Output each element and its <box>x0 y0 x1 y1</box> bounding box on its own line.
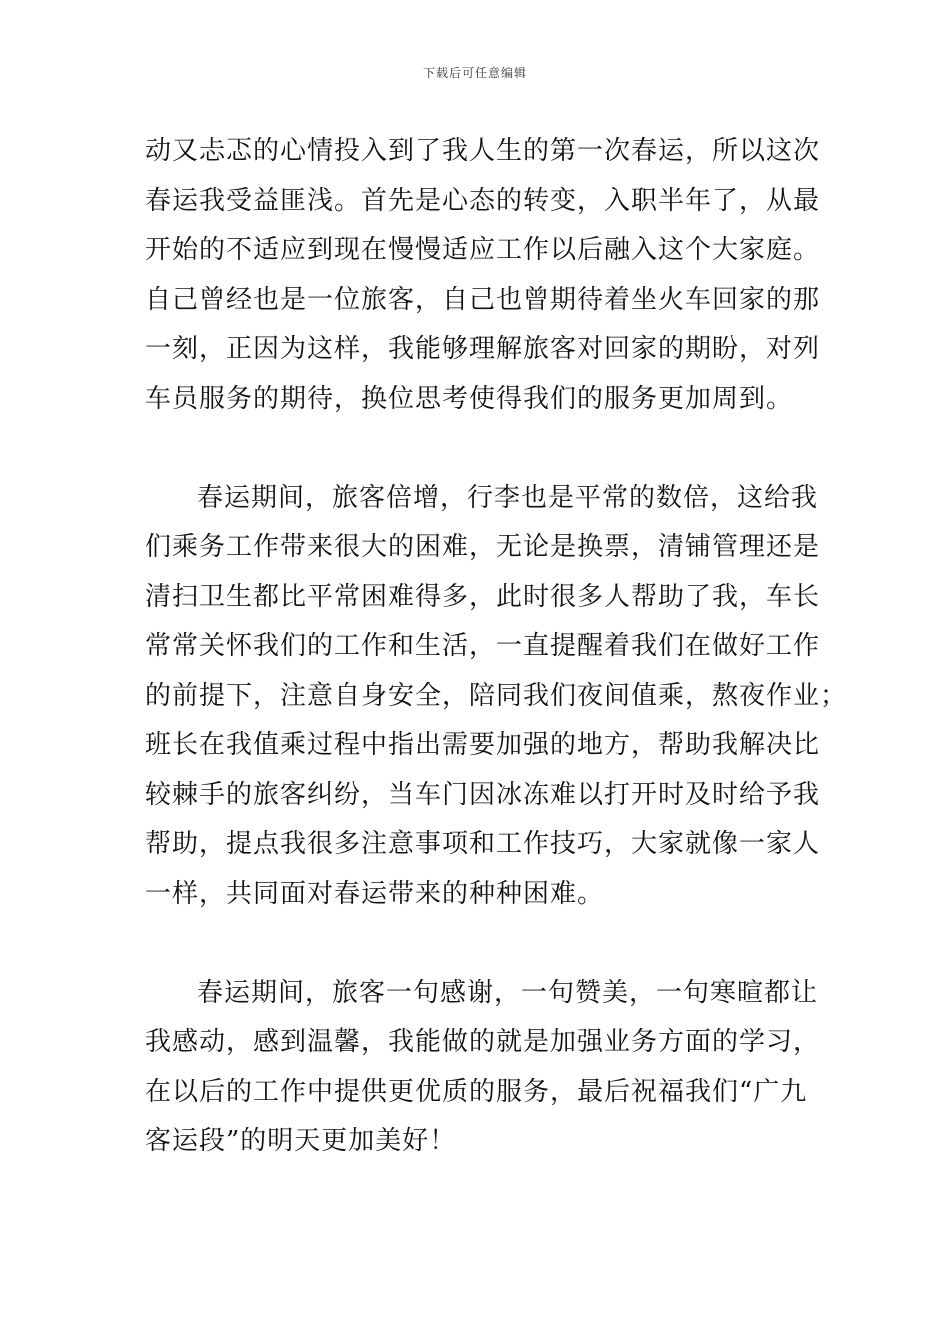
text-line: 春运我受益匪浅。首先是心态的转变，入职半年了，从最 <box>145 185 821 216</box>
paragraph-1 <box>145 127 821 424</box>
text-line: 开始的不适应到现在慢慢适应工作以后融入这个大家庭。 <box>145 235 821 265</box>
text-line: 动又忐忑的心情投入到了我人生的第一次春运，所以这次 <box>145 136 821 166</box>
text-line: 客运段”的明天更加美好！ <box>145 1126 457 1156</box>
text-line: 清扫卫生都比平常困难得多，此时很多人帮助了我，车长 <box>145 581 821 612</box>
text-line: 车员服务的期待，换位思考使得我们的服务更加周到。 <box>145 383 794 414</box>
text-line: 春运期间，旅客一句感谢，一句赞美，一句寒暄都让 <box>197 977 819 1008</box>
text-line: 我感动，感到温馨，我能做的就是加强业务方面的学习， <box>145 1027 821 1057</box>
paragraph-spacer <box>145 919 809 969</box>
text-line: 常常关怀我们的工作和生活，一直提醒着我们在做好工作 <box>145 631 821 661</box>
text-line: 的前提下，注意自身安全，陪同我们夜间值乘，熬夜作业； <box>145 680 848 711</box>
paragraph-2 <box>145 474 848 920</box>
text-line: 较棘手的旅客纠纷，当车门因冰冻难以打开时及时给予我 <box>145 779 821 810</box>
text-line: 春运期间，旅客倍增，行李也是平常的数倍，这给我 <box>197 482 819 513</box>
paragraph-spacer <box>145 424 809 474</box>
document-body <box>145 127 848 1167</box>
text-line: 帮助，提点我很多注意事项和工作技巧，大家就像一家人 <box>145 829 821 859</box>
page-header: 下载后可任意编辑 <box>422 66 527 80</box>
text-line: 自己曾经也是一位旅客，自己也曾期待着坐火车回家的那 <box>145 284 821 315</box>
text-line: 们乘务工作带来很大的困难，无论是换票，清铺管理还是 <box>145 532 821 562</box>
text-line: 一样，共同面对春运带来的种种困难。 <box>145 878 605 909</box>
text-line: 班长在我值乘过程中指出需要加强的地方，帮助我解决比 <box>145 730 821 760</box>
paragraph-3 <box>145 969 821 1167</box>
text-line: 一刻，正因为这样，我能够理解旅客对回家的期盼，对列 <box>145 334 821 364</box>
text-line: 在以后的工作中提供更优质的服务，最后祝福我们“广九 <box>145 1076 808 1107</box>
